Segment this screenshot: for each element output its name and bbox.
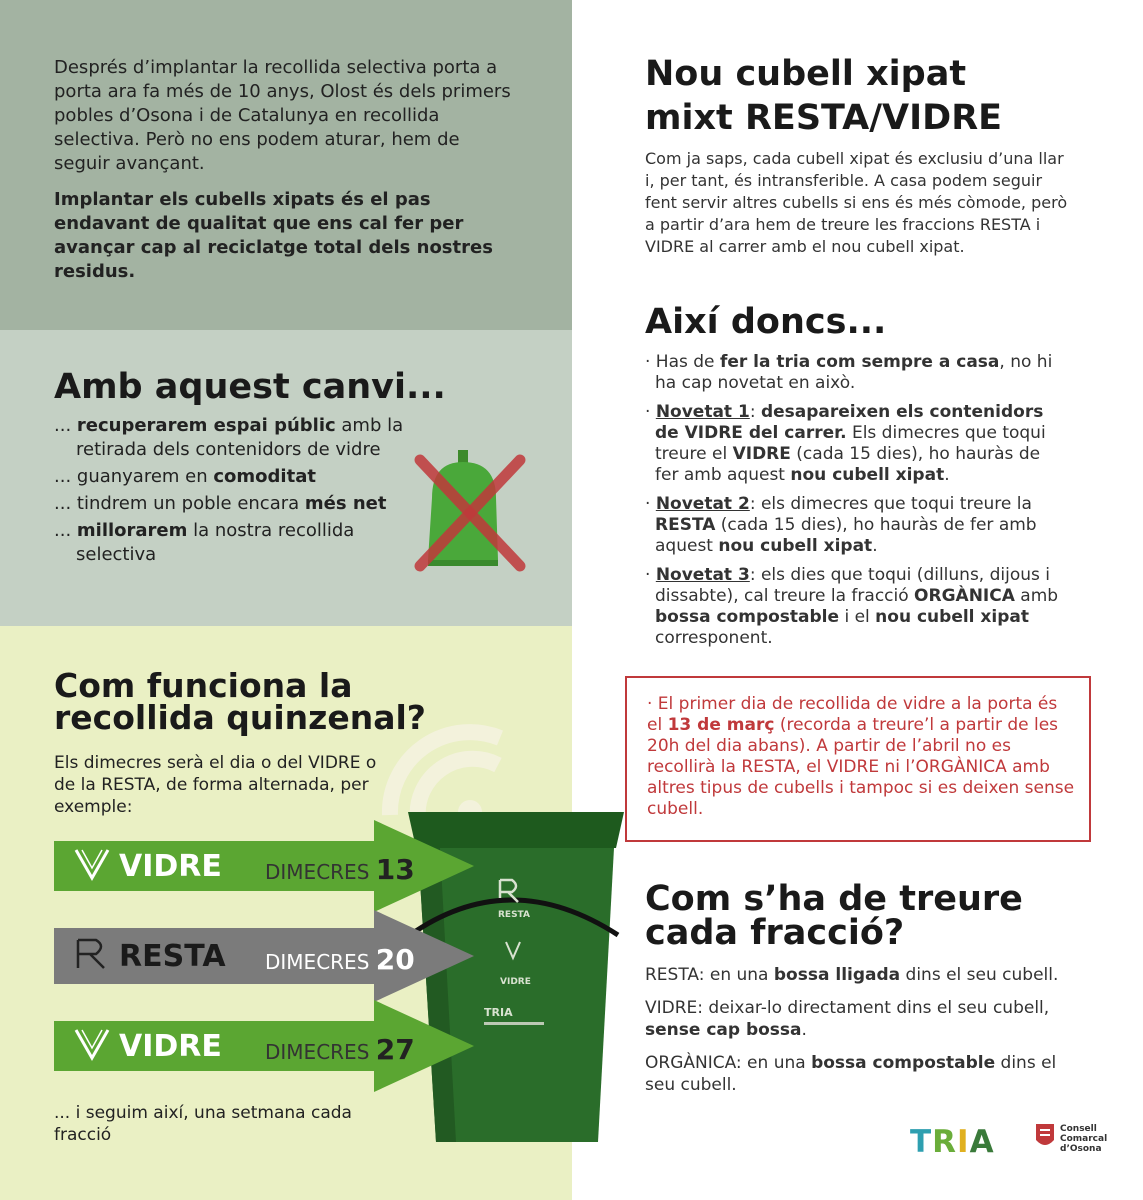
treure-resta: RESTA: en una bossa lligada dins el seu cubell.: [645, 965, 1059, 985]
arrow-resta-20: [54, 910, 474, 1002]
alert-box: · El primer dia de recollida de vidre a la porta és el 13 de març (recorda a treure’l a partir de les 20h del dia abans). A partir de l’abril no es recollirà la RESTA, el VIDRE ni l’ORGÀNICA amb altres tipus de cubells i tampoc si es deixen sense cubell.: [625, 676, 1091, 842]
vidre-icon: [72, 846, 114, 882]
list-item: ... guanyarem en comoditat: [54, 466, 316, 487]
arrow-day: DIMECRES 13: [265, 853, 415, 886]
treure-organica: ORGÀNICA: en una bossa compostable dins el seu cubell.: [645, 1053, 1057, 1095]
nou-title: Nou cubell xipat mixt RESTA/VIDRE: [645, 54, 1003, 138]
list-item: · Novetat 3: els dies que toqui (dilluns, dijous i dissabte), cal treure la fracció ORGÀNICA amb bossa compostable i el nou cubell xipat corresponent.: [645, 565, 1059, 648]
treure-list: [645, 964, 1085, 1107]
consell-shield-icon: [1034, 1122, 1056, 1152]
removed-container-icon: [412, 448, 532, 573]
list-item: ... tindrem un poble encara més net: [54, 493, 387, 514]
arrow-label: VIDRE: [119, 1029, 222, 1064]
tria-logo: TRIA: [910, 1124, 995, 1160]
aixi-list: [645, 352, 1065, 657]
list-item: · Novetat 2: els dimecres que toqui treure la RESTA (cada 15 dies), ho hauràs de fer amb aquest nou cubell xipat.: [645, 494, 1037, 556]
intro-highlight: Implantar els cubells xipats és el pas endavant de qualitat que ens cal fer per avançar cap al reciclatge total dels nostres residus.: [54, 189, 493, 282]
arrow-vidre-13: [54, 820, 474, 912]
svg-text:VIDRE: VIDRE: [500, 977, 531, 987]
intro-text: [54, 56, 514, 296]
arrow-day: DIMECRES 20: [265, 943, 415, 976]
consell-logo-text: Consell Comarcal d’Osona: [1060, 1124, 1108, 1154]
treure-title: Com s’ha de treure cada fracció?: [645, 879, 1023, 953]
svg-text:TRIA: TRIA: [484, 1006, 513, 1019]
funciona-title: Com funciona la recollida quinzenal?: [54, 666, 426, 737]
vidre-icon: [72, 1026, 114, 1062]
funciona-text: Els dimecres serà el dia o del VIDRE o de la RESTA, de forma alternada, per exemple:: [54, 753, 377, 817]
list-item: · Novetat 1: desapareixen els contenidors de VIDRE del carrer. Els dimecres que toqui treure el VIDRE (cada 15 dies), ho hauràs de fer amb aquest nou cubell xipat.: [645, 402, 1046, 485]
list-item: · Has de fer la tria com sempre a casa, no hi ha cap novetat en això.: [645, 352, 1053, 393]
canvi-title: Amb aquest canvi...: [54, 367, 446, 407]
canvi-list: [54, 414, 434, 570]
list-item: ... millorarem la nostra recollida selectiva: [54, 520, 355, 565]
arrow-label: VIDRE: [119, 849, 222, 884]
nou-text: Com ja saps, cada cubell xipat és exclusiu d’una llar i, per tant, és intransferible. A casa podem seguir fent servir altres cubells si ens és més còmode, però a partir d’ara hem de treure les fraccions RESTA i VIDRE al carrer amb el nou cubell xipat.: [645, 149, 1068, 256]
svg-text:RESTA: RESTA: [498, 910, 530, 920]
arrow-label: RESTA: [119, 939, 226, 974]
logos: [910, 1122, 1108, 1160]
funciona-footer: ... i seguim així, una setmana cada fracció: [54, 1103, 352, 1145]
treure-vidre: VIDRE: deixar-lo directament dins el seu cubell, sense cap bossa.: [645, 998, 1050, 1040]
arrow-day: DIMECRES 27: [265, 1033, 415, 1066]
arrow-vidre-27: [54, 1000, 474, 1092]
intro-paragraph: Després d’implantar la recollida selectiva porta a porta ara fa més de 10 anys, Olost és dels primers pobles d’Osona i de Catalunya en recollida selectiva. Però no ens podem aturar, hem de seguir avançant.: [54, 57, 511, 174]
aixi-title: Així doncs...: [645, 302, 887, 342]
resta-icon: [72, 936, 114, 976]
list-item: ... recuperarem espai públic amb la retirada dels contenidors de vidre: [54, 415, 404, 460]
